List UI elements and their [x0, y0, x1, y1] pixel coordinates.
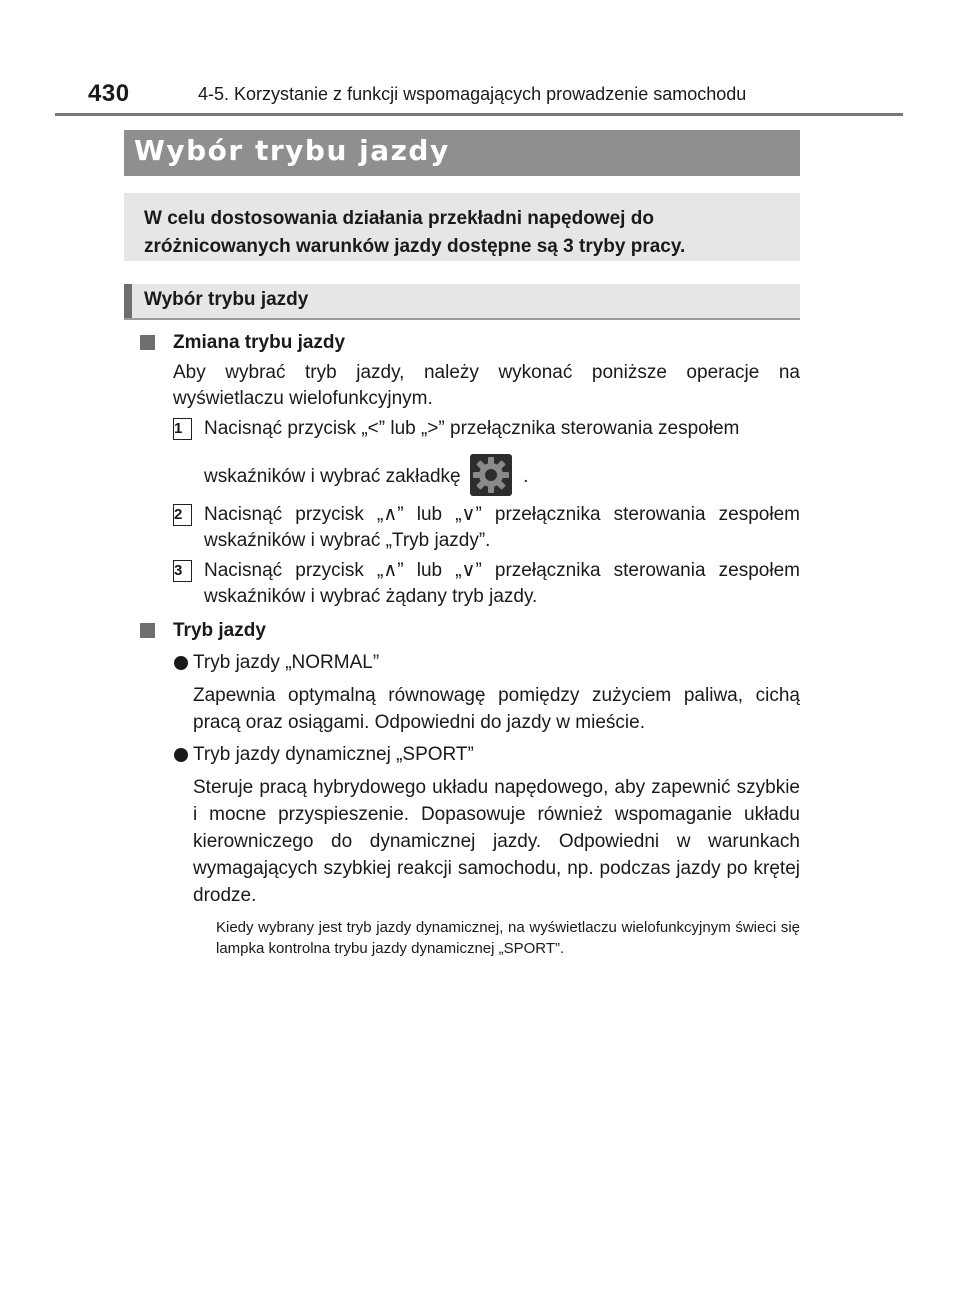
step-number-3: 3 — [173, 560, 192, 582]
section-title: Wybór trybu jazdy — [134, 134, 450, 167]
step-1-line2 — [204, 456, 800, 498]
page-header — [88, 80, 903, 110]
change-mode-description: Aby wybrać tryb jazdy, należy wykonać poniższe operacje na wyświetlaczu wielofunkcyjnym. — [173, 362, 800, 409]
change-mode-heading-text: Zmiana trybu jazdy — [173, 332, 346, 353]
mode-sport-note: Kiedy wybrany jest tryb jazdy dynamicznej, na wyświetlaczu wielofunkcyjnym świeci się lampka kontrolna trybu jazdy dynamicznej „SPORT”. — [216, 919, 800, 957]
bullet-dot-icon — [174, 656, 188, 670]
step-2-text: Nacisnąć przycisk „∧” lub „∨” przełącznika sterowania zespołem wskaźników i wybrać „Tryb jazdy”. — [204, 504, 800, 551]
subsection-accent — [124, 284, 132, 318]
step-3 — [138, 558, 800, 610]
header-divider — [55, 113, 903, 116]
mode-normal-title — [138, 650, 800, 676]
step-1-line2-end: . — [523, 466, 529, 488]
mode-normal-title-text: Tryb jazdy „NORMAL” — [193, 652, 380, 673]
mode-normal-description: Zapewnia optymalną równowagę pomiędzy zużyciem paliwa, cichą pracą oraz osiągami. Odpowiedni do jazdy w mieście. — [193, 685, 800, 733]
step-2 — [138, 502, 800, 554]
step-3-text: Nacisnąć przycisk „∧” lub „∨” przełącznika sterowania zespołem wskaźników i wybrać żądany tryb jazdy. — [204, 560, 800, 607]
page-number: 430 — [88, 80, 130, 107]
step-1-line2-text: wskaźników i wybrać zakładkę — [204, 466, 461, 488]
modes-heading-text: Tryb jazdy — [173, 620, 266, 641]
mode-sport-title — [138, 742, 800, 768]
step-1 — [138, 416, 800, 498]
intro-text: W celu dostosowania działania przekładni napędowej do zróżnicowanych warunków jazdy dostępne są 3 tryby pracy. — [144, 208, 686, 257]
step-1-line1: Nacisnąć przycisk „<” lub „>” przełącznika sterowania zespołem — [204, 418, 740, 439]
mode-sport-description: Steruje pracą hybrydowego układu napędowego, aby zapewnić szybkie i mocne przyspieszenie. Dopasowuje również wspomaganie układu kierowniczego do dynamicznej jazdy. Odpowiedni w warunkach wymagających szybkiej reakcji samochodu, np. podczas jazdy po krętej drodze. — [193, 777, 800, 906]
square-bullet-icon — [140, 623, 155, 638]
change-mode-heading — [138, 330, 800, 356]
gear-icon — [470, 454, 512, 496]
modes-heading — [138, 618, 800, 644]
bullet-dot-icon — [174, 748, 188, 762]
step-number-2: 2 — [173, 504, 192, 526]
square-bullet-icon — [140, 335, 155, 350]
mode-sport-title-text: Tryb jazdy dynamicznej „SPORT” — [193, 744, 474, 765]
intro-box — [124, 193, 800, 261]
main-content — [138, 330, 800, 959]
subsection-title: Wybór trybu jazdy — [144, 289, 309, 310]
step-number-1: 1 — [173, 418, 192, 440]
chapter-title: 4-5. Korzystanie z funkcji wspomagających prowadzenie samochodu — [198, 84, 747, 104]
section-title-bar — [124, 130, 800, 176]
subsection-bar — [124, 284, 800, 320]
